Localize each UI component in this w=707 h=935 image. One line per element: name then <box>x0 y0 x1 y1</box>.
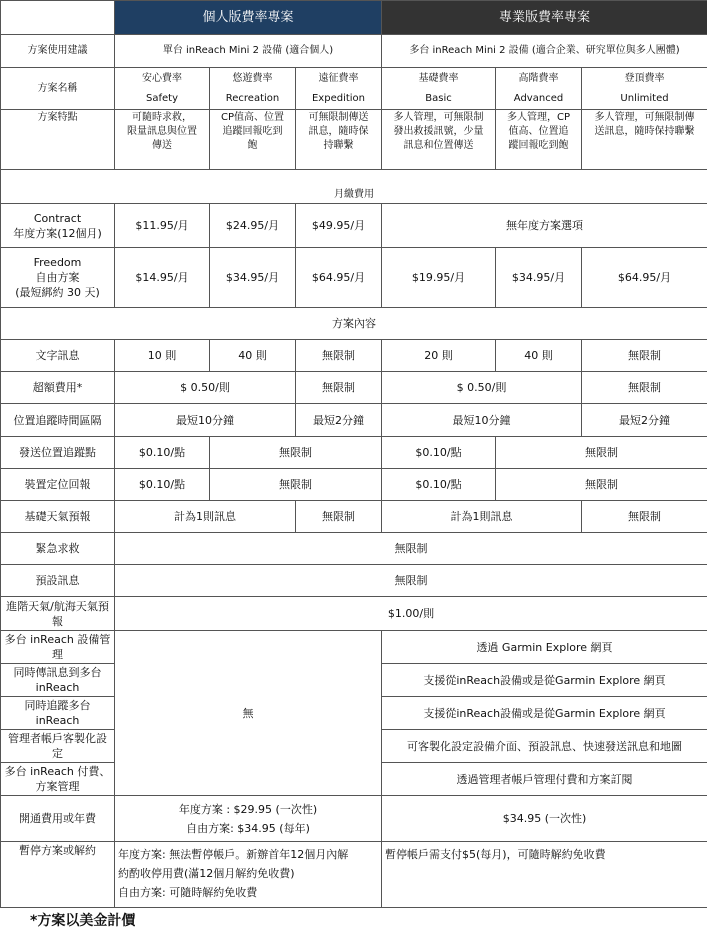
freedom-advanced: $34.95/月 <box>496 248 582 308</box>
freedom-expedition: $64.95/月 <box>296 248 382 308</box>
overage-personal: $ 0.50/則 <box>115 372 296 404</box>
contract-label: Contract 年度方案(12個月) <box>1 204 115 248</box>
plan-name-safety: 安心費率 Safety <box>115 68 210 110</box>
text-msg-expedition: 無限制 <box>296 340 382 372</box>
contract-recreation: $24.95/月 <box>210 204 296 248</box>
plan-content-title: 方案內容 <box>1 308 707 340</box>
text-msg-advanced: 40 則 <box>496 340 582 372</box>
features-safety: 可隨時求救， 限量訊息與位置 傳送 <box>115 110 210 170</box>
freedom-basic: $19.95/月 <box>382 248 496 308</box>
freedom-recreation: $34.95/月 <box>210 248 296 308</box>
features-advanced: 多人管理，CP 值高、位置追 蹤回報吃到飽 <box>496 110 582 170</box>
overage-expedition: 無限制 <box>296 372 382 404</box>
multi-message-pro: 支援從inReach設備或是從Garmin Explore 網頁 <box>382 664 707 697</box>
tracking-interval-personal: 最短10分鐘 <box>115 404 296 437</box>
overage-label: 超額費用* <box>1 372 115 404</box>
features-unlimited: 多人管理，可無限制傳 送訊息，隨時保持聯繫 <box>582 110 707 170</box>
preset-msg-value: 無限制 <box>115 565 707 597</box>
text-msg-basic: 20 則 <box>382 340 496 372</box>
sos-label: 緊急求救 <box>1 533 115 565</box>
locate-pro-unlimited: 無限制 <box>496 469 707 501</box>
overage-unlimited: 無限制 <box>582 372 707 404</box>
plan-name-advanced: 高階費率 Advanced <box>496 68 582 110</box>
send-track-label: 發送位置追蹤點 <box>1 437 115 469</box>
usage-label: 方案使用建議 <box>1 35 115 68</box>
sos-value: 無限制 <box>115 533 707 565</box>
plan-name-recreation: 悠遊費率 Recreation <box>210 68 296 110</box>
plan-name-basic: 基礎費率 Basic <box>382 68 496 110</box>
plan-name-unlimited: 登頂費率 Unlimited <box>582 68 707 110</box>
activation-personal: 年度方案 : $29.95 (一次性) 自由方案: $34.95 (每年) <box>115 796 382 842</box>
freedom-unlimited: $64.95/月 <box>582 248 707 308</box>
locate-basic: $0.10/點 <box>382 469 496 501</box>
plan-name-label: 方案名稱 <box>1 68 115 110</box>
adv-weather-label: 進階天氣/航海天氣預報 <box>1 597 115 631</box>
suspend-pro: 暫停帳戶需支付$5(每月)，可隨時解約免收費 <box>382 842 707 908</box>
multi-billing-pro: 透過管理者帳戶管理付費和方案訂閱 <box>382 763 707 796</box>
suspend-label: 暫停方案或解約 <box>1 842 115 908</box>
preset-msg-label: 預設訊息 <box>1 565 115 597</box>
footnote: *方案以美金計價 <box>30 913 136 929</box>
features-recreation: CP值高、位置 追蹤回報吃到 飽 <box>210 110 296 170</box>
send-track-basic: $0.10/點 <box>382 437 496 469</box>
freedom-label: Freedom 自由方案 (最短綁約 30 天) <box>1 248 115 308</box>
locate-personal-unlimited: 無限制 <box>210 469 382 501</box>
multi-track-pro: 支援從inReach設備或是從Garmin Explore 網頁 <box>382 697 707 730</box>
monthly-fee-title: 月繳費用 <box>1 170 707 204</box>
locate-safety: $0.10/點 <box>115 469 210 501</box>
tracking-interval-expedition: 最短2分鐘 <box>296 404 382 437</box>
multi-manage-label: 多台 inReach 設備管理 <box>1 631 115 664</box>
suspend-personal: 年度方案: 無法暫停帳戶。新辦首年12個月內解 約酌收停用費(滿12個月解約免收費) 自由方案: 可隨時解約免收費 <box>115 842 382 908</box>
personal-plans-header: 個人版費率專案 <box>115 1 382 35</box>
usage-personal: 單台 inReach Mini 2 設備 (適合個人) <box>115 35 382 68</box>
weather-label: 基礎天氣預報 <box>1 501 115 533</box>
tracking-interval-label: 位置追蹤時間區隔 <box>1 404 115 437</box>
text-msg-label: 文字訊息 <box>1 340 115 372</box>
contract-expedition: $49.95/月 <box>296 204 382 248</box>
features-basic: 多人管理，可無限制 發出救援訊號，少量 訊息和位置傳送 <box>382 110 496 170</box>
features-label: 方案特點 <box>1 110 115 170</box>
text-msg-recreation: 40 則 <box>210 340 296 372</box>
multi-billing-label: 多台 inReach 付費、方案管理 <box>1 763 115 796</box>
weather-expedition: 無限制 <box>296 501 382 533</box>
admin-custom-pro: 可客製化設定設備介面、預設訊息、快速發送訊息和地圖 <box>382 730 707 763</box>
contract-safety: $11.95/月 <box>115 204 210 248</box>
features-expedition: 可無限制傳送 訊息，隨時保 持聯繫 <box>296 110 382 170</box>
tracking-interval-unlimited: 最短2分鐘 <box>582 404 707 437</box>
usage-pro: 多台 inReach Mini 2 設備 (適合企業、研究單位與多人團體) <box>382 35 707 68</box>
corner-cell <box>1 1 115 35</box>
multi-message-label: 同時傳訊息到多台inReach <box>1 664 115 697</box>
admin-custom-label: 管理者帳戶客製化設定 <box>1 730 115 763</box>
send-track-pro-unlimited: 無限制 <box>496 437 707 469</box>
send-track-personal-unlimited: 無限制 <box>210 437 382 469</box>
text-msg-unlimited: 無限制 <box>582 340 707 372</box>
overage-pro: $ 0.50/則 <box>382 372 582 404</box>
text-msg-safety: 10 則 <box>115 340 210 372</box>
tracking-interval-pro: 最短10分鐘 <box>382 404 582 437</box>
activation-label: 開通費用或年費 <box>1 796 115 842</box>
contract-pro-note: 無年度方案選項 <box>382 204 707 248</box>
adv-weather-value: $1.00/則 <box>115 597 707 631</box>
locate-label: 裝置定位回報 <box>1 469 115 501</box>
activation-pro: $34.95 (一次性) <box>382 796 707 842</box>
weather-unlimited: 無限制 <box>582 501 707 533</box>
plan-name-expedition: 遠征費率 Expedition <box>296 68 382 110</box>
multi-personal-none: 無 <box>115 631 382 796</box>
multi-track-label: 同時追蹤多台inReach <box>1 697 115 730</box>
send-track-safety: $0.10/點 <box>115 437 210 469</box>
weather-pro: 計為1則訊息 <box>382 501 582 533</box>
pro-plans-header: 專業版費率專案 <box>382 1 707 35</box>
freedom-safety: $14.95/月 <box>115 248 210 308</box>
multi-manage-pro: 透過 Garmin Explore 網頁 <box>382 631 707 664</box>
weather-personal: 計為1則訊息 <box>115 501 296 533</box>
